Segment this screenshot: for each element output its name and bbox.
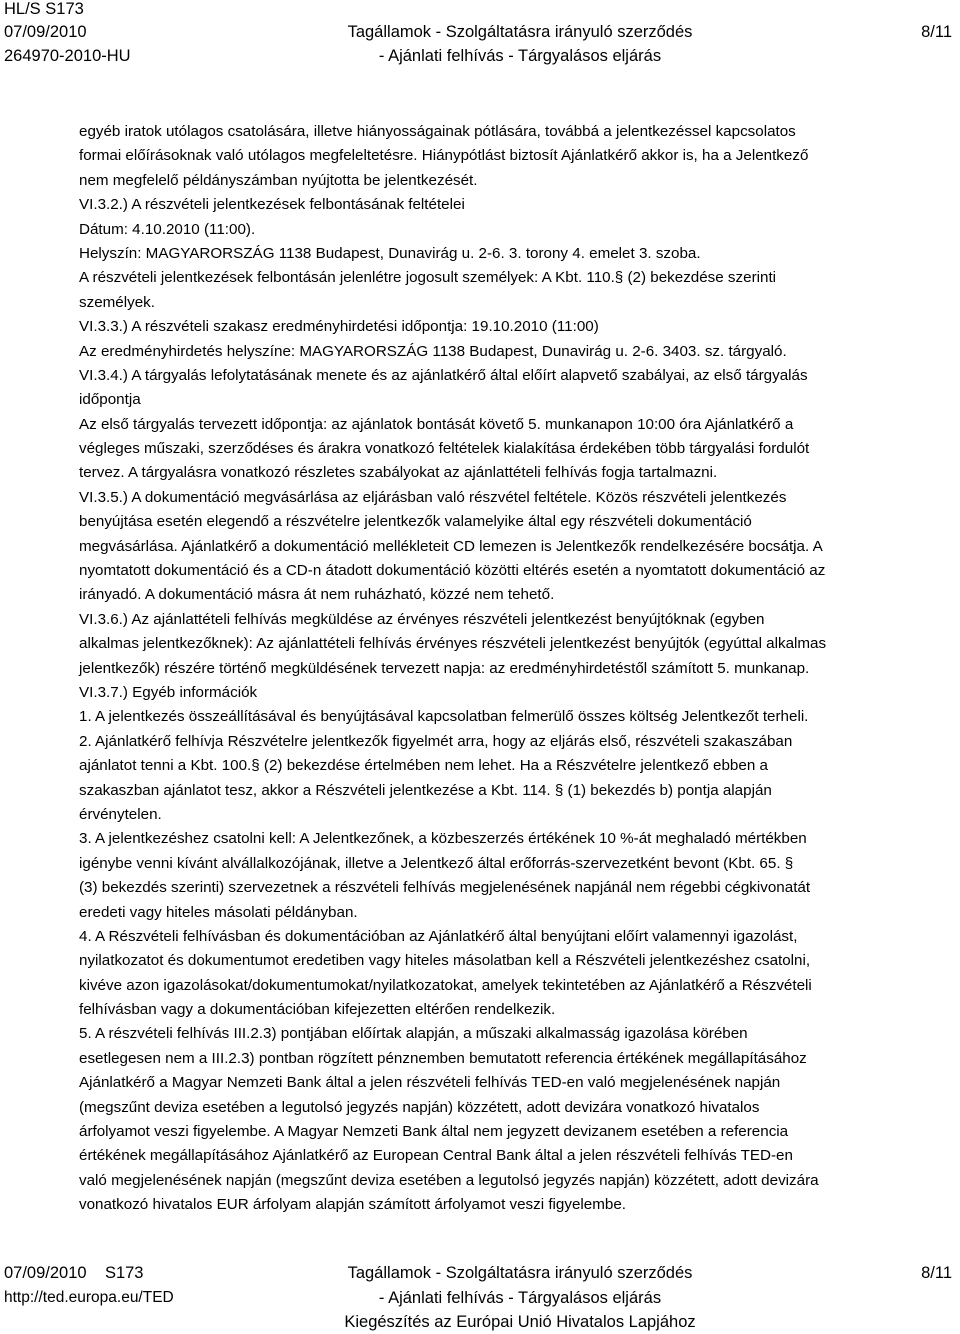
text-line: nyilatkozatot és dokumentumot eredetiben vagy hiteles másolatban kell a Részvételi jelentkezéshez csatolni, xyxy=(79,952,811,970)
text-line: benyújtása esetén elegendő a részvételre jelentkezők valamelyike által egy részvételi dokumentáció xyxy=(79,513,752,531)
text-line: A részvételi jelentkezések felbontásán jelenlétre jogosult személyek: A Kbt. 110.§ (2) bekezdése szerinti xyxy=(79,269,777,287)
notice-number: 264970-2010-HU xyxy=(4,47,131,65)
footer-subtitle: - Ajánlati felhívás - Tárgyalásos eljárás xyxy=(378,1289,662,1307)
text-line: (3) bekezdés szerinti) szervezetnek a részvételi felhívás megjelenésének napjánál nem régebbi cégkivonatát xyxy=(79,879,811,897)
text-line: VI.3.3.) A részvételi szakasz eredményhirdetési időpontja: 19.10.2010 (11:00) xyxy=(79,318,599,336)
text-line: Helyszín: MAGYARORSZÁG 1138 Budapest, Dunavirág u. 2-6. 3. torony 4. emelet 3. szoba. xyxy=(79,244,701,262)
text-line: végleges műszaki, szerződéses és árakra vonatkozó feltételek kialakítása érdekében több tárgyalási fordulót xyxy=(79,440,810,458)
text-line: megvásárlása. Ajánlatkérő a dokumentáció mellékleteit CD lemezen is Jelentkezők rendelkezésére bocsátja. A xyxy=(79,537,823,555)
text-line: kivéve azon igazolásokat/dokumentumokat/nyilatkozatokat, amelyek tekintetében az Ajánlatkérő a Részvételi xyxy=(79,976,812,994)
text-line: 4. A Részvételi felhívásban és dokumentációban az Ajánlatkérő által benyújtani előírt valamennyi igazolást, xyxy=(79,927,798,945)
text-line: ajánlatot tenni a Kbt. 100.§ (2) bekezdése értelmében nem lehet. Ha a Részvételre jelentkező ebben a xyxy=(79,757,768,775)
text-line: irányadó. A dokumentáció másra át nem ruházható, közzé nem tehető. xyxy=(79,586,555,604)
header-date: 07/09/2010 xyxy=(4,23,87,41)
ted-link[interactable]: http://ted.europa.eu/TED xyxy=(4,1289,174,1306)
text-line: Dátum: 4.10.2010 (11:00). xyxy=(79,220,256,238)
text-line: esetlegesen nem a III.2.3) pontban rögzített pénznemben bemutatott referencia értékének megállapításához xyxy=(79,1049,807,1067)
document-body xyxy=(79,120,939,1218)
text-line: Az első tárgyalás tervezett időpontja: az ajánlatok bontását követő 5. munkanapon 10:00 óra Ajánlatkérő a xyxy=(79,415,794,433)
text-line: VI.3.4.) A tárgyalás lefolytatásának menete és az ajánlatkérő által előírt alapvető szabályai, az első tárgyalás xyxy=(79,366,808,384)
footer-date-value: 07/09/2010 xyxy=(4,1264,87,1282)
text-line: alkalmas jelentkezőknek): Az ajánlattételi felhívás érvényes részvételi jelentkezést benyújtók (egyúttal alkalmas xyxy=(79,635,827,653)
footer-series: S173 xyxy=(104,1264,144,1282)
text-line: személyek. xyxy=(79,293,155,311)
text-line: felhívásban vagy a dokumentációban kifejezetten eltérően rendelkezik. xyxy=(79,1001,556,1019)
text-line: jelentkezők) részére történő megküldésének tervezett napja: az eredményhirdetéstől számított 5. munkanap. xyxy=(79,659,810,677)
doc-id: HL/S S173 xyxy=(4,0,84,18)
text-line: egyéb iratok utólagos csatolására, illetve hiányosságainak pótlására, továbbá a jelentkezéssel kapcsolatos xyxy=(79,123,796,140)
text-line: 1. A jelentkezés összeállításával és benyújtásával kapcsolatban felmerülő összes költség Jelentkezőt terheli. xyxy=(79,708,809,726)
text-line: 3. A jelentkezéshez csatolni kell: A Jelentkezőnek, a közbeszerzés értékének 10 %-át meghaladó mértékben xyxy=(79,830,807,848)
footer-title: Tagállamok - Szolgáltatásra irányuló szerződés xyxy=(347,1264,693,1282)
text-line: Az eredményhirdetés helyszíne: MAGYARORSZÁG 1138 Budapest, Dunavirág u. 2-6. 3403. sz. tárgyaló. xyxy=(79,342,787,360)
text-line: formai előírásoknak való utólagos megfeleltetésre. Hiánypótlást biztosít Ajánlatkérő akkor is, ha a Jelentkező xyxy=(79,147,809,165)
header-subtitle: - Ajánlati felhívás - Tárgyalásos eljárás xyxy=(378,47,662,65)
text-line: szakaszban ajánlatot tesz, akkor a Részvételi jelentkezése a Kbt. 114. § (1) bekezdés b) pontja alapján xyxy=(79,781,772,799)
text-line: való megjelenésének napján (megszűnt deviza esetében a legutolsó jegyzés napján) közzétett, adott devizára xyxy=(79,1171,819,1189)
text-line: tervez. A tárgyalásra vonatkozó részletes szabályokat az ajánlattételi felhívás fogja tartalmazni. xyxy=(79,464,718,482)
header-page-number: 8/11 xyxy=(921,23,952,41)
text-line: igénybe venni kívánt alvállalkozójának, illetve a Jelentkező által erőforrás-szervezetként bevont (Kbt. 65. § xyxy=(79,854,794,872)
text-line: (megszűnt deviza esetében a legutolsó jegyzés napján) közzétett, adott devizára vonatkozó hivatalos xyxy=(79,1098,760,1116)
text-line: 5. A részvételi felhívás III.2.3) pontjában előírtak alapján, a műszaki alkalmasság igazolása körében xyxy=(79,1025,748,1043)
text-line: VI.3.6.) Az ajánlattételi felhívás megküldése az érvényes részvételi jelentkezést benyújtóknak (egyben xyxy=(79,610,765,628)
text-line: VI.3.2.) A részvételi jelentkezések felbontásának feltételei xyxy=(79,196,465,214)
text-line: vonatkozó hivatalos EUR árfolyam alapján számított árfolyamot veszi figyelembe. xyxy=(79,1196,626,1214)
text-line: eredeti vagy hiteles másolati példányban. xyxy=(79,903,358,921)
text-line: VI.3.7.) Egyéb információk xyxy=(79,683,258,701)
text-line: nyomtatott dokumentáció és a CD-n átadott dokumentáció közötti eltérés esetén a nyomtatott dokumentáció az xyxy=(79,562,826,580)
text-line: 2. Ajánlatkérő felhívja Részvételre jelentkezők figyelmét arra, hogy az eljárás első, részvételi szakaszában xyxy=(79,732,793,750)
text-line: érvénytelen. xyxy=(79,805,162,823)
footer-supplement: Kiegészítés az Európai Unió Hivatalos Lapjához xyxy=(344,1313,696,1331)
text-line: nem megfelelő példányszámban nyújtotta be jelentkezését. xyxy=(79,171,478,189)
text-line: időpontja xyxy=(79,391,141,409)
text-line: árfolyamot veszi figyelembe. A Magyar Nemzeti Bank által nem jegyzett devizanem esetében a referencia xyxy=(79,1123,789,1141)
text-line: VI.3.5.) A dokumentáció megvásárlása az eljárásban való részvétel feltétele. Közös részvételi jelentkezés xyxy=(79,488,787,506)
text-line: Ajánlatkérő a Magyar Nemzeti Bank által a jelen részvételi felhívás TED-en való megjelenésének napján xyxy=(79,1074,781,1092)
header-title: Tagállamok - Szolgáltatásra irányuló szerződés xyxy=(347,23,693,41)
text-line: értékének megállapításához Ajánlatkérő az European Central Bank által a jelen részvételi felhívás TED-en xyxy=(79,1147,793,1165)
footer-page-number: 8/11 xyxy=(921,1264,952,1282)
